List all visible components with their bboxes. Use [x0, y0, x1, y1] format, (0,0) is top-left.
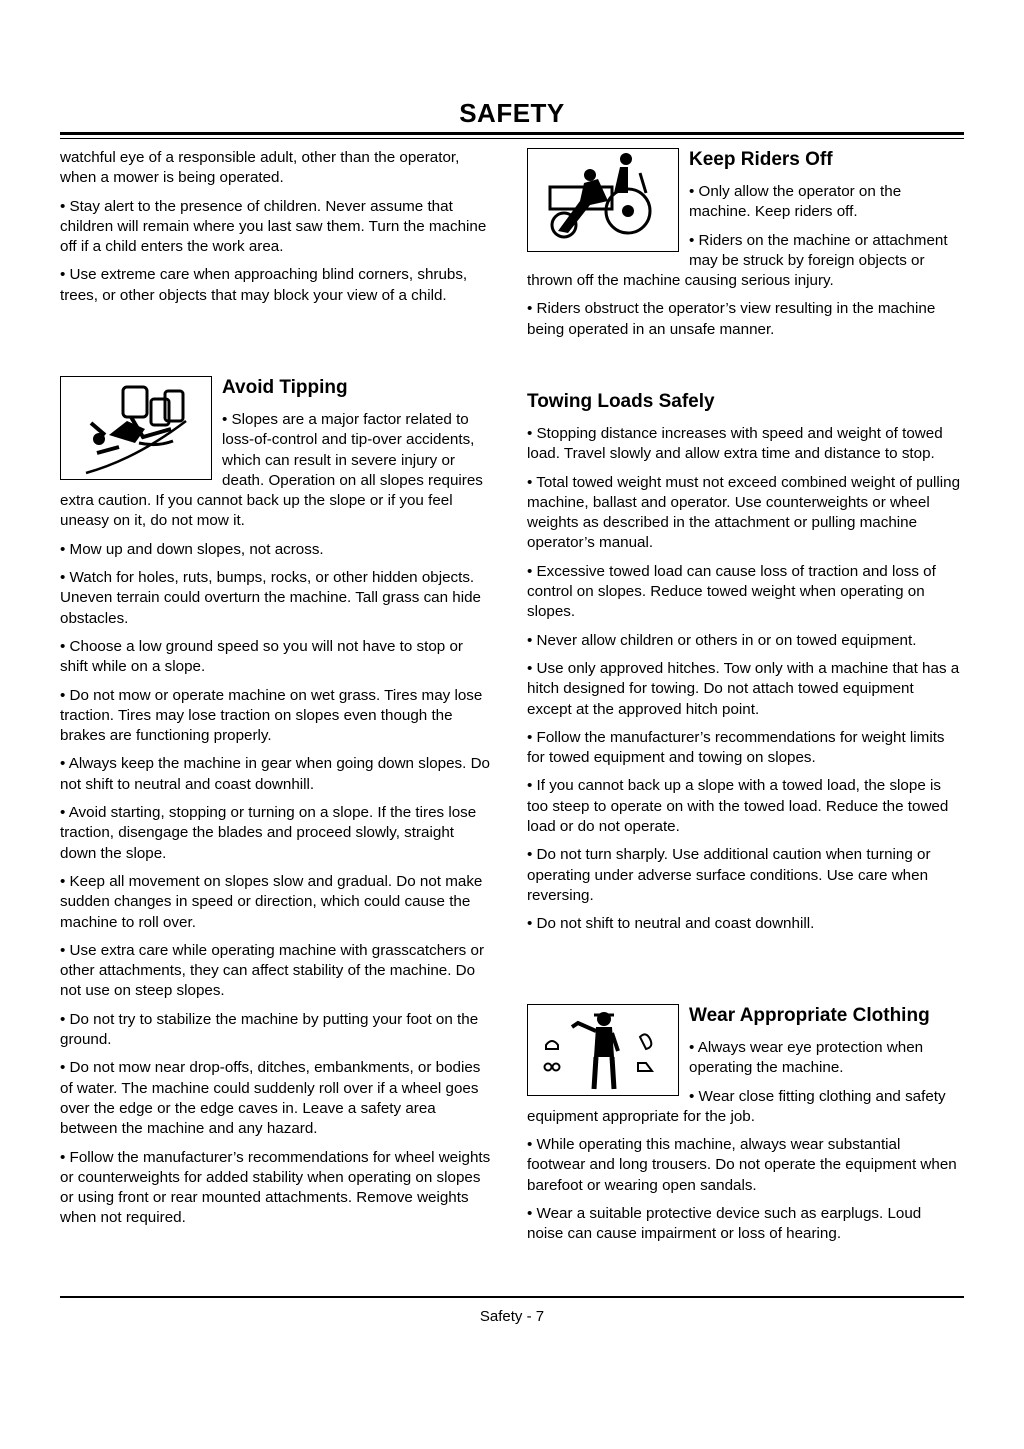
- paragraph: • Do not mow near drop-offs, ditches, embankments, or bodies of water. The machine could suddenly roll over if a wheel goes over the edge or the edge caves in. Leave a safety area between the machine and any hazard.: [60, 1059, 481, 1138]
- paragraph: • Do not mow or operate machine on wet grass. Tires may lose traction. Tires may lose traction on slopes even though the brakes are functioning properly.: [60, 686, 483, 745]
- section-heading: Avoid Tipping: [222, 377, 348, 398]
- protective-clothing-icon: [528, 1005, 677, 1094]
- page-title: SAFETY: [459, 98, 565, 128]
- paragraph: • Follow the manufacturer’s recommendations for weight limits for towed equipment and towing on slopes.: [527, 728, 945, 767]
- section-heading: Wear Appropriate Clothing: [689, 1005, 930, 1026]
- paragraph: • Total towed weight must not exceed combined weight of pulling machine, ballast and operator. Use counterweights or wheel weights as described in the attachment or pulling machine operator’s manual.: [527, 473, 961, 552]
- paragraph: • Use extra care while operating machine with grasscatchers or other attachments, they can affect stability of the machine. Do not use on steep slopes.: [60, 941, 485, 1000]
- paragraph: • Never allow children or others in or on towed equipment.: [527, 631, 917, 649]
- clothing-section: [527, 1004, 961, 1253]
- paragraph: • Keep all movement on slopes slow and gradual. Do not make sudden changes in speed or direction, which could cause the machine to roll over.: [60, 872, 483, 931]
- paragraph: • If you cannot back up a slope with a towed load, the slope is too steep to operate on with the towed load. Reduce the towed load or do not operate.: [527, 777, 949, 836]
- page-number: Safety - 7: [479, 1308, 545, 1325]
- tipping-mower-icon: [61, 377, 210, 478]
- section-heading: Towing Loads Safely: [527, 391, 715, 412]
- footer-rule: [60, 1296, 964, 1298]
- paragraph: • Do not try to stabilize the machine by putting your foot on the ground.: [60, 1010, 479, 1049]
- section-heading: Keep Riders Off: [689, 149, 833, 170]
- paragraph: • Choose a low ground speed so you will not have to stop or shift while on a slope.: [60, 637, 463, 676]
- paragraph: • Follow the manufacturer’s recommendations for wheel weights or counterweights for added stability when operating on slopes or using front or rear mounted attachments. Remove weights when not required.: [60, 1148, 491, 1227]
- left-column: [60, 148, 494, 314]
- paragraph: • Only allow the operator on the machine. Keep riders off.: [689, 183, 902, 221]
- paragraph: • Riders obstruct the operator’s view resulting in the machine being operated in an unsafe manner.: [527, 300, 936, 338]
- paragraph: • Avoid starting, stopping or turning on a slope. If the tires lose traction, disengage the blades and proceed slowly, straight down the slope.: [60, 804, 477, 862]
- header-rule-thin: [60, 138, 964, 139]
- paragraph: • Mow up and down slopes, not across.: [60, 540, 324, 558]
- towing-loads-section: [527, 390, 961, 943]
- paragraph: • Always wear eye protection when operating the machine.: [689, 1039, 924, 1077]
- riders-tractor-icon: [528, 149, 677, 250]
- paragraph: • Stay alert to the presence of children. Never assume that children will remain where you last saw them. Turn the machine off if a child enters the work area.: [60, 197, 487, 256]
- tipping-hazard-illustration: [60, 376, 212, 480]
- paragraph: • While operating this machine, always wear substantial footwear and long trousers. Do not operate the equipment when barefoot or wearing open sandals.: [527, 1136, 957, 1194]
- paragraph: • Use only approved hitches. Tow only with a machine that has a hitch designed for towing. Do not attach towed equipment except at the approved hitch point.: [527, 659, 960, 718]
- paragraph: • Stopping distance increases with speed and weight of towed load. Travel slowly and allow extra time and distance to stop.: [527, 425, 943, 463]
- riders-hazard-illustration: [527, 148, 679, 252]
- paragraph: • Slopes are a major factor related to loss-of-control and tip-over accidents, which can result in severe injury or death. Operation on all slopes requires extra caution. If you cannot back up the slope or if you feel uneasy on it, do not mow it.: [60, 411, 483, 530]
- paragraph: • Use extreme care when approaching blind corners, shrubs, trees, or other objects that may block your view of a child.: [60, 266, 468, 304]
- keep-riders-off-section: [527, 148, 961, 348]
- paragraph: • Watch for holes, ruts, bumps, rocks, or other hidden objects. Uneven terrain could overturn the machine. Tall grass can hide obstacles.: [60, 569, 481, 627]
- clothing-illustration: [527, 1004, 679, 1096]
- paragraph: • Riders on the machine or attachment may be struck by foreign objects or thrown off the machine causing serious injury.: [527, 231, 948, 290]
- avoid-tipping-section: [60, 376, 494, 1237]
- paragraph: • Always keep the machine in gear when going down slopes. Do not shift to neutral and coast downhill.: [60, 755, 490, 793]
- paragraph: • Wear a suitable protective device such as earplugs. Loud noise can cause impairment or loss of hearing.: [527, 1205, 922, 1243]
- paragraph: • Do not shift to neutral and coast downhill.: [527, 915, 815, 933]
- paragraph: watchful eye of a responsible adult, other than the operator, when a mower is being operated.: [60, 149, 460, 187]
- paragraph: • Wear close fitting clothing and safety equipment appropriate for the job.: [527, 1087, 946, 1125]
- paragraph: • Excessive towed load can cause loss of traction and loss of control on slopes. Reduce towed weight when operating on slopes.: [527, 562, 936, 621]
- header-rule-thick: [60, 132, 964, 135]
- paragraph: • Do not turn sharply. Use additional caution when turning or operating under adverse surface conditions. Use care when reversing.: [527, 846, 931, 904]
